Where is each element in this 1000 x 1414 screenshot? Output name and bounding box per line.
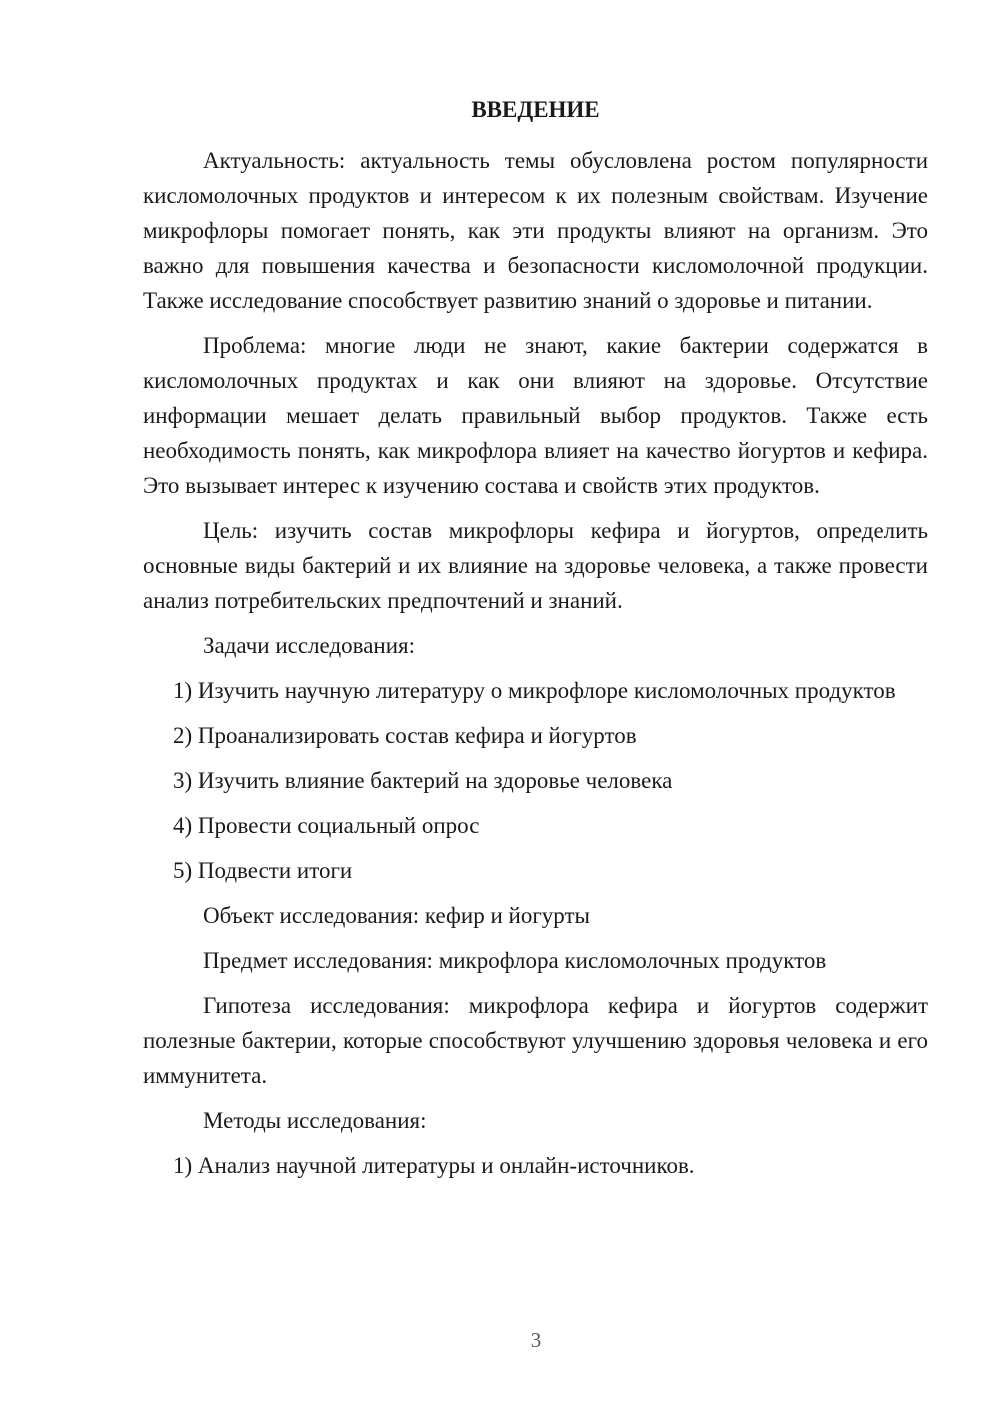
- document-page: [143, 92, 928, 1193]
- task-item: 5) Подвести итоги: [173, 858, 353, 883]
- research-object: Объект исследования: кефир и йогурты: [203, 903, 590, 928]
- relevance-paragraph: Актуальность: актуальность темы обусловлена ростом популярности кисломолочных продуктов и интересом к их полезным свойствам. Изучение микрофлоры помогает понять, как эти продукты влияют на организм. Это важно для повышения качества и безопасности кисломолочной продукции. Также исследование способствует развитию знаний о здоровье и питании.: [143, 148, 928, 313]
- task-item: 4) Провести социальный опрос: [173, 813, 480, 838]
- methods-heading: Методы исследования:: [203, 1108, 427, 1133]
- page-number: 3: [530, 1328, 542, 1352]
- tasks-heading: Задачи исследования:: [203, 633, 416, 658]
- hypothesis-paragraph: Гипотеза исследования: микрофлора кефира и йогуртов содержит полезные бактерии, которые способствуют улучшению здоровья человека и его иммунитета.: [143, 993, 928, 1088]
- problem-paragraph: Проблема: многие люди не знают, какие бактерии содержатся в кисломолочных продуктах и как они влияют на здоровье. Отсутствие информации мешает делать правильный выбор продуктов. Также есть необходимость понять, как микрофлора влияет на качество йогуртов и кефира. Это вызывает интерес к изучению состава и свойств этих продуктов.: [143, 333, 928, 498]
- research-subject: Предмет исследования: микрофлора кисломолочных продуктов: [203, 948, 827, 973]
- page-title: ВВЕДЕНИЕ: [471, 97, 600, 122]
- task-item: 1) Изучить научную литературу о микрофлоре кисломолочных продуктов: [173, 678, 896, 703]
- goal-paragraph: Цель: изучить состав микрофлоры кефира и йогуртов, определить основные виды бактерий и их влияние на здоровье человека, а также провести анализ потребительских предпочтений и знаний.: [143, 518, 928, 613]
- method-item: 1) Анализ научной литературы и онлайн-источников.: [173, 1153, 695, 1178]
- task-item: 2) Проанализировать состав кефира и йогуртов: [173, 723, 637, 748]
- task-item: 3) Изучить влияние бактерий на здоровье человека: [173, 768, 673, 793]
